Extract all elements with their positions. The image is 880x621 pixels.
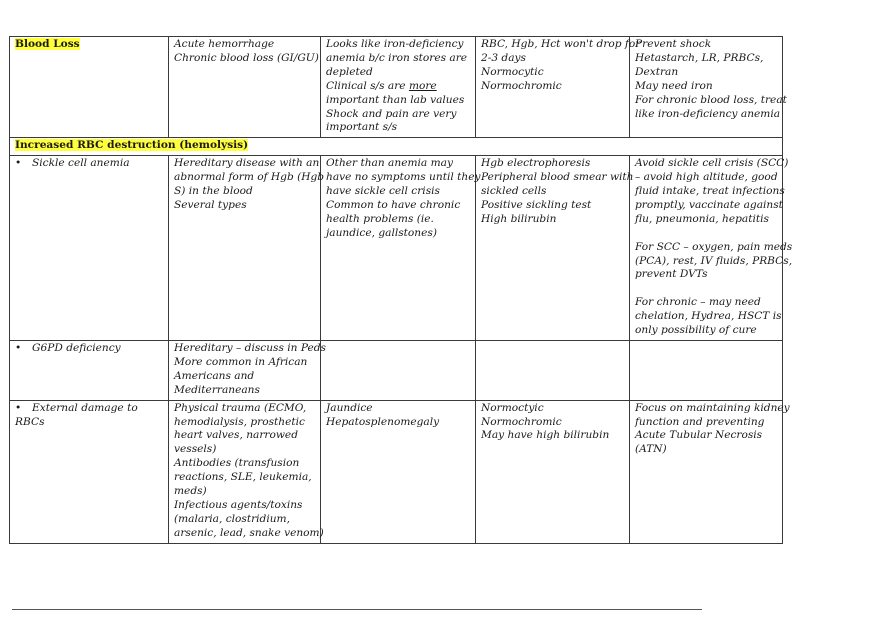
blank-line	[635, 282, 778, 296]
cell-line: Hgb electrophoresis	[481, 157, 591, 170]
cell-line: jaundice, gallstones)	[326, 226, 437, 239]
cell-line: flu, pneumonia, hepatitis	[635, 212, 769, 225]
cell-line: have no symptoms until they	[326, 171, 481, 184]
lab-cell	[476, 400, 630, 543]
bullet-mark: •	[15, 401, 22, 414]
cell-line: Antibodies (transfusion	[174, 457, 300, 470]
cell-line: Common to have chronic	[326, 198, 461, 211]
lab-cell	[476, 156, 634, 341]
treatment-cell	[630, 156, 793, 341]
table-row	[10, 37, 783, 138]
condition-cell	[10, 156, 169, 341]
cell-line: Normochromic	[481, 79, 562, 92]
cause-cell	[169, 156, 325, 341]
cell-line: promptly, vaccinate against	[635, 198, 783, 211]
cell-line: Hereditary disease with an	[174, 157, 320, 170]
cell-line: Shock and pain are very	[326, 107, 457, 120]
cell-line: Physical trauma (ECMO,	[174, 401, 307, 414]
cell-line: arsenic, lead, snake venom)	[174, 526, 324, 539]
lab-cell	[476, 341, 630, 401]
cell-line: (malaria, clostridium,	[174, 512, 290, 525]
cell-line: Normochromic	[481, 415, 562, 428]
bullet-mark: •	[15, 157, 22, 170]
cell-line: Positive sickling test	[481, 198, 592, 211]
cell-line: Infectious agents/toxins	[174, 498, 303, 511]
footer-rule	[12, 609, 702, 610]
clinical-cell	[321, 156, 481, 341]
cell-line: prevent DVTs	[635, 268, 708, 281]
condition-label: External damage to RBCs	[15, 401, 138, 428]
cell-line: depleted	[326, 65, 373, 78]
section-header-cell	[10, 138, 783, 156]
cell-line: Avoid sickle cell crisis (SCC)	[635, 157, 789, 170]
cell-line: – avoid high altitude, good	[635, 171, 778, 184]
cell-line: Looks like iron-deficiency	[326, 38, 464, 50]
cell-line: (ATN)	[635, 443, 667, 456]
cell-line: Acute hemorrhage	[174, 38, 275, 50]
condition-label: G6PD deficiency	[32, 342, 121, 354]
bullet-mark: •	[15, 342, 22, 354]
cell-line: Hetastarch, LR, PRBCs,	[635, 51, 764, 64]
cell-line: Acute Tubular Necrosis	[635, 429, 763, 442]
cell-line: High bilirubin	[481, 212, 557, 225]
section-row	[10, 138, 783, 156]
cell-line: important s/s	[326, 121, 398, 134]
cell-line: Clinical s/s are more	[326, 79, 437, 92]
cause-cell	[169, 341, 326, 401]
lab-cell	[476, 37, 641, 138]
clinical-cell	[321, 37, 476, 138]
condition-cell	[10, 400, 169, 543]
cell-line: hemodialysis, prosthetic	[174, 415, 305, 428]
treatment-cell	[630, 37, 787, 138]
cell-line: health problems (ie.	[326, 212, 434, 225]
cell-line: Normocytic	[481, 65, 544, 78]
cell-line: function and preventing	[635, 415, 765, 428]
table-row	[10, 341, 783, 401]
cell-line: Jaundice	[326, 401, 373, 414]
cell-line: Peripheral blood smear with	[481, 171, 634, 184]
treatment-cell	[630, 400, 790, 543]
cell-line: For SCC – oxygen, pain meds	[635, 240, 793, 253]
cell-line: Americans and	[174, 369, 255, 382]
condition-cell	[10, 37, 169, 138]
table-row	[10, 400, 783, 543]
cause-cell	[169, 37, 321, 138]
cell-line: 2-3 days	[481, 51, 526, 64]
cell-line: Normoctyic	[481, 401, 544, 414]
cell-line: S) in the blood	[174, 185, 253, 198]
cell-line: Hereditary – discuss in Peds	[174, 342, 326, 354]
cell-line: (PCA), rest, IV fluids, PRBCs,	[635, 254, 793, 267]
cell-line: May need iron	[635, 79, 713, 92]
cell-line: Dextran	[635, 65, 679, 78]
section-title: Increased RBC destruction (hemolysis)	[15, 139, 249, 152]
condition-label: Blood Loss	[15, 38, 80, 50]
cell-line: RBC, Hgb, Hct won't drop for	[481, 38, 641, 50]
cell-line: Several types	[174, 198, 247, 211]
condition-label: Sickle cell anemia	[32, 157, 130, 170]
cell-line: Other than anemia may	[326, 157, 453, 170]
cell-line: have sickle cell crisis	[326, 185, 440, 198]
treatment-cell	[630, 341, 783, 401]
cell-line: More common in African	[174, 355, 308, 368]
cell-line: fluid intake, treat infections	[635, 185, 785, 198]
cell-line: For chronic blood loss, treat	[635, 93, 787, 106]
cell-line: For chronic – may need	[635, 296, 761, 309]
cell-line: May have high bilirubin	[481, 429, 610, 442]
cell-line: Prevent shock	[635, 38, 712, 50]
cause-cell	[169, 400, 324, 543]
cell-line: sickled cells	[481, 185, 547, 198]
cell-line: like iron-deficiency anemia	[635, 107, 781, 120]
table-row	[10, 156, 783, 341]
cell-line: vessels)	[174, 443, 217, 456]
blank-line	[635, 227, 778, 241]
cell-line: only possibility of cure	[635, 324, 757, 337]
cell-line: chelation, Hydrea, HSCT is	[635, 310, 782, 323]
clinical-cell	[321, 341, 476, 401]
cell-line: heart valves, narrowed	[174, 429, 298, 442]
cell-line: abnormal form of Hgb (Hgb	[174, 171, 325, 184]
cell-line: Mediterraneans	[174, 383, 260, 396]
cell-line: meds)	[174, 485, 207, 498]
cell-line: Chronic blood loss (GI/GU)	[174, 51, 319, 64]
cell-line: important than lab values	[326, 93, 465, 106]
condition-cell	[10, 341, 169, 401]
cell-line: reactions, SLE, leukemia,	[174, 471, 312, 484]
table-body	[10, 37, 793, 544]
cell-line: Focus on maintaining kidney	[635, 401, 790, 414]
anemia-table	[9, 36, 793, 544]
cell-line: anemia b/c iron stores are	[326, 51, 468, 64]
clinical-cell	[321, 400, 476, 543]
cell-line: Hepatosplenomegaly	[326, 415, 440, 428]
